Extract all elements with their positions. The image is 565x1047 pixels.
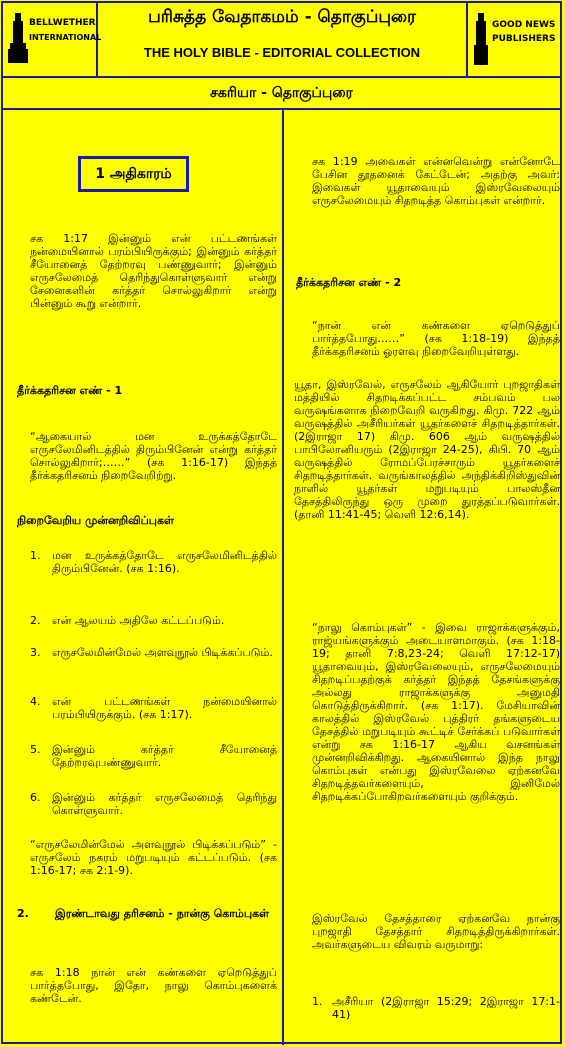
list-number: 4.: [30, 695, 41, 708]
right-para-5: இஸ்ரவேல் தேசத்தாரை ஏற்கனவே நான்கு புறஜாதி தேசத்தார் சிதறடித்திருக்கிறார்கள். அவர்களுடைய விவரம் வருமாறு:: [312, 912, 560, 951]
left-para-3: “எருசலேமின்மேல் அளவுநூல் பிடிக்கப்படும்” - எருசலேம் நகரம் மறுபடியும் கட்டப்படும். (சக 1:16-17; சக 2:1-9).: [30, 838, 277, 877]
list-number: 1.: [312, 995, 323, 1008]
list-number: 2.: [30, 614, 41, 627]
list-item: அசீரியா (2இராஜா 15:29; 2இராஜா 17:1-41): [332, 995, 560, 1021]
list-number: 5.: [30, 743, 41, 756]
right-para-2: “நான் என் கண்களை ஏறெடுத்துப் பார்த்தபோது……” (சக 1:18-19) இந்தத் தீர்க்கதரிசனம் ஓரளவு நிறைவேறியுள்ளது.: [312, 319, 560, 358]
figure-icon: [472, 9, 490, 69]
left-para-2: “ஆகையால் மன உருக்கத்தோடே எருசலேமினிடத்தில் திரும்பினேன் என்று கர்த்தர் சொல்லுகிறார்;……” (சக 1:16-17) இந்தத் தீர்க்கதரிசனம் நிறைவேறிற்று.: [30, 430, 277, 482]
title-tamil: பரிசுத்த வேதாகமம் - தொகுப்புரை: [148, 7, 416, 27]
list-item: இன்னும் கர்த்தர் எருசலேமைத் தெரிந்து கொள்ளுவார்.: [52, 791, 277, 817]
section-2-title: இரண்டாவது தரிசனம் - நான்கு கொம்புகள்: [55, 907, 270, 920]
list-item: மன உருக்கத்தோடே எருசலேமினிடத்தில் திரும்பினேன். (சக 1:16).: [52, 549, 277, 575]
logo-right-line2: PUBLISHERS: [492, 34, 556, 44]
list-number: 1.: [30, 549, 41, 562]
logo-left-line2: INTERNATIONAL: [29, 33, 102, 42]
left-para-4: சக 1:18 நான் என் கண்களை ஏறெடுத்துப் பார்த்தபோது, இதோ, நாலு கொம்புகளைக் கண்டேன்.: [30, 966, 277, 1005]
logo-right-line1: GOOD NEWS: [492, 20, 556, 30]
header: [1, 1, 562, 78]
section-number: 2.: [17, 907, 29, 920]
column-divider: [282, 110, 284, 1045]
chapter-box: 1 அதிகாரம்: [78, 156, 189, 192]
right-para-1: சக 1:19 அவைகள் என்னவென்று என்னோடே பேசின தூதனைக் கேட்டேன்; அதற்கு அவர்: இவைகள் யூதாவையும் இஸ்ரவேலையும் எருசலேமையும் சிதறடித்த கொம்புகள் என்றார்.: [312, 155, 560, 207]
left-heading-fulfilled: நிறைவேறிய முன்னறிவிப்புகள்: [17, 514, 174, 527]
list-item: என் ஆலயம் அதிலே கட்டப்படும்.: [52, 614, 225, 627]
right-para-3: யூதா, இஸ்ரவேல், எருசலேம் ஆகியோர் புறஜாதிகள் மத்தியில் சிதறடிக்கப்பட்ட சம்பவம் பல வருஷங்களாக நிறைவேறி வருகிறது. கிமு. 722 ஆம் வருஷத்தில் அசீரியர்கள் யூதர்களைச் சிதறடித்தார்கள். (2இராஜா 17) கிமு. 606 ஆம் வருஷத்தில் பாபிலோனியரும் (2இராஜா 24-25), கிபி. 70 ஆம் வருஷத்தில் ரோமப்பேரச்சாரும் யூதர்களைச் சிதறடித்தார்கள். வருங்காலத்தில் அந்திக்கிறிஸ்துவின் நாளில் யூதர்கள் மறுபடியும் பாலஸ்தீன தேசத்திலிருந்து ஒரு முறை துரத்தப்படுவார்கள். (தானி 11:41-45; வெளி 12:6,14).: [294, 378, 560, 521]
list-item: என் பட்டணங்கள் நன்மையினால் பரம்பியிருக்கும். (சக 1:17).: [52, 695, 277, 721]
logo-left-line1: BELLWETHER: [29, 18, 96, 28]
left-heading-prophecy-1: தீர்க்கதரிசன எண் - 1: [17, 384, 123, 397]
title-english: THE HOLY BIBLE - EDITORIAL COLLECTION: [143, 45, 421, 60]
list-item: எருசலேமின்மேல் அளவுநூல் பிடிக்கப்படும்.: [52, 646, 273, 659]
list-item: இன்னும் கர்த்தர் சீயோனைத் தேற்றரவுபண்ணுவார்.: [52, 743, 277, 769]
section-title: சகரியா - தொகுப்புரை: [1, 78, 562, 110]
statue-icon: [7, 9, 29, 69]
right-para-4: “நாலு கொம்புகள்” - இவை ராஜாக்களுக்கும், ராஜ்யங்களுக்கும் அடையாளமாகும். (சக 1:18-19; தானி 7:8,23-24; வெளி 17:12-17) யூதாவையும், இஸ்ரவேலையும், எருசலேமையும் சிதறடிப்பதற்குக் கர்த்தர் இந்தத் தேசங்களுக்கு அல்லது ராஜாக்களுக்கு அனுமதி கொடுத்திருக்கிறார். (சக 1:17). மேசியாவின் காலத்தில் இஸ்ரவேல் புத்திரர் தங்களுடைய தேசத்தில் மறுபடியும் கூட்டிச் சேர்க்கப் படுவார்கள் என்று சக 1:16-17 ஆகிய வசனங்கள் முன்னறிவிக்கிறது. ஆகையினால் இந்த நாலு கொம்புகள் என்பது இஸ்ரவேலை ஏற்கனவே சிதறடித்தவர்களையும், இனிமேல் சிதறடிக்கப்போகிறவர்களையும் குறிக்கும்.: [312, 621, 560, 803]
list-number: 3.: [30, 646, 41, 659]
good-news-logo: [466, 1, 560, 76]
list-number: 6.: [30, 791, 41, 804]
bellwether-logo: [1, 1, 102, 76]
right-heading-prophecy-2: தீர்க்கதரிசன எண் - 2: [296, 276, 402, 289]
left-para-1: சக 1:17 இன்னும் என் பட்டணங்கள் நன்மையினால் பரம்பியிருக்கும்; இன்னும் கர்த்தர் சீயோனைத் தேற்றரவு பண்ணுவார்; இன்னும் எருசலேமைத் தெரிந்துகொள்ளுவார் என்று சேனைகளின் கர்த்தர் சொல்லுகிறார் என்று பின்னும் கூறு என்றார்.: [30, 232, 277, 310]
